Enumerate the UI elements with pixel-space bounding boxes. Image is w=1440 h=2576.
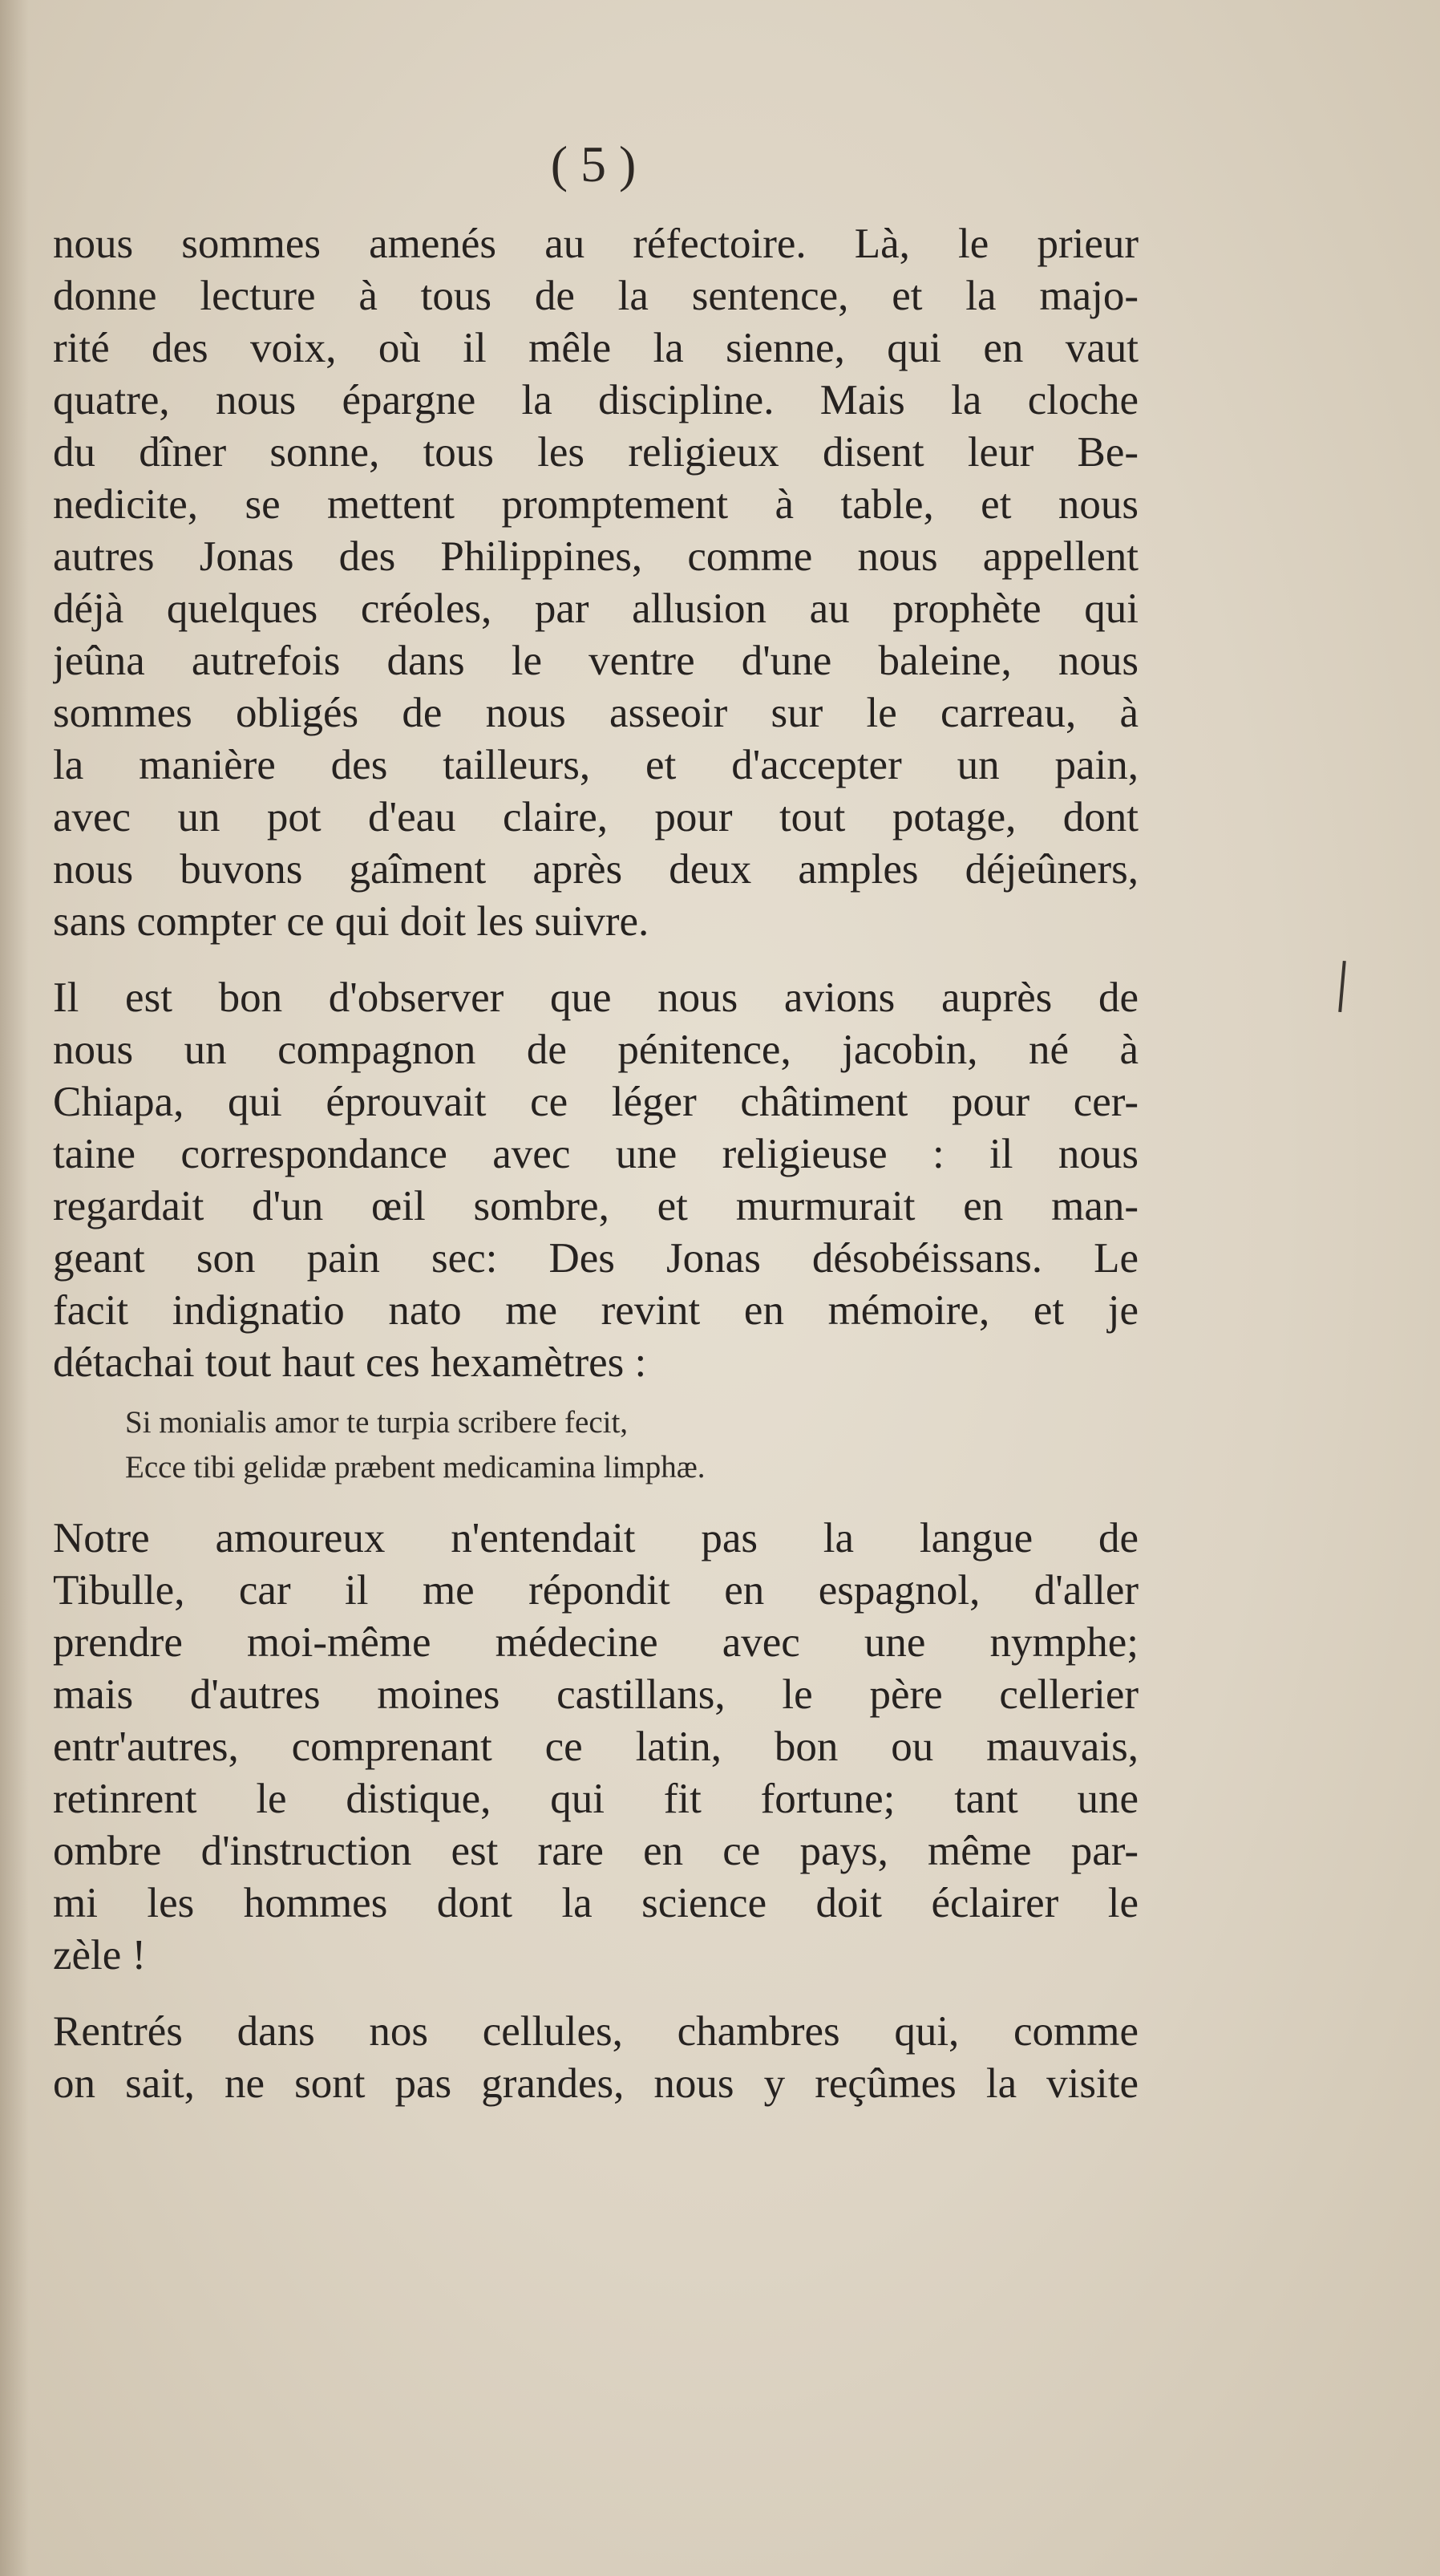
text-line: avec un pot d'eau claire, pour tout potage, dont (53, 794, 1139, 840)
text-line: mais d'autres moines castillans, le père cellerier (53, 1671, 1139, 1718)
paragraph-2 (53, 972, 1139, 1389)
text-line: regardait d'un œil sombre, et murmurait en man- (53, 1183, 1139, 1229)
text-line: Rentrés dans nos cellules, chambres qui, comme (53, 2008, 1139, 2055)
page-gutter-shadow (0, 0, 29, 2576)
text-line: la manière des tailleurs, et d'accepter un pain, (53, 742, 1139, 788)
text-line: Chiapa, qui éprouvait ce léger châtiment pour cer- (53, 1079, 1139, 1125)
text-line: retinrent le distique, qui fit fortune; tant une (53, 1776, 1139, 1822)
text-line: autres Jonas des Philippines, comme nous appellent (53, 533, 1139, 580)
text-line: déjà quelques créoles, par allusion au prophète qui (53, 585, 1139, 632)
text-line: mi les hommes dont la science doit éclairer le (53, 1880, 1139, 1926)
text-line: nedicite, se mettent promptement à table, et nous (53, 481, 1139, 528)
text-line: geant son pain sec: Des Jonas désobéissans. Le (53, 1235, 1139, 1282)
latin-verses (53, 1400, 1139, 1490)
text-line: facit indignatio nato me revint en mémoire, et je (53, 1287, 1139, 1334)
page-number: ( 5 ) (550, 136, 637, 192)
text-line: rité des voix, où il mêle la sienne, qui en vaut (53, 325, 1139, 371)
paragraph-3 (53, 1513, 1139, 1982)
text-line: taine correspondance avec une religieuse : il nous (53, 1131, 1139, 1177)
text-body (53, 218, 1139, 2110)
text-line: ombre d'instruction est rare en ce pays, même par- (53, 1828, 1139, 1874)
text-line: quatre, nous épargne la discipline. Mais la cloche (53, 377, 1139, 423)
text-line: Il est bon d'observer que nous avions auprès de (53, 974, 1139, 1021)
verse-line: Si monialis amor te turpia scribere fecit, (125, 1405, 629, 1440)
margin-pencil-mark (1338, 961, 1346, 1012)
text-line: donne lecture à tous de la sentence, et la majo- (53, 273, 1139, 319)
text-line: sommes obligés de nous asseoir sur le carreau, à (53, 690, 1139, 736)
text-line: jeûna autrefois dans le ventre d'une baleine, nous (53, 638, 1139, 684)
text-line: sans compter ce qui doit les suivre. (53, 898, 649, 945)
text-line: nous sommes amenés au réfectoire. Là, le prieur (53, 221, 1139, 267)
text-line: Tibulle, car il me répondit en espagnol, d'aller (53, 1567, 1139, 1614)
verse-line: Ecce tibi gelidæ præbent medicamina limphæ. (125, 1450, 706, 1484)
paragraph-1 (53, 218, 1139, 948)
text-line: du dîner sonne, tous les religieux disent leur Be- (53, 429, 1139, 476)
text-line: zèle ! (53, 1932, 147, 1979)
text-line: Notre amoureux n'entendait pas la langue de (53, 1515, 1139, 1561)
text-line: entr'autres, comprenant ce latin, bon ou mauvais, (53, 1723, 1139, 1770)
text-line: détachai tout haut ces hexamètres : (53, 1339, 647, 1386)
text-line: nous un compagnon de pénitence, jacobin, né à (53, 1027, 1139, 1073)
text-line: prendre moi-même médecine avec une nymphe; (53, 1619, 1139, 1666)
text-line: nous buvons gaîment après deux amples déjeûners, (53, 846, 1139, 893)
text-line: on sait, ne sont pas grandes, nous y reçûmes la visite (53, 2060, 1139, 2107)
paragraph-4 (53, 2006, 1139, 2110)
